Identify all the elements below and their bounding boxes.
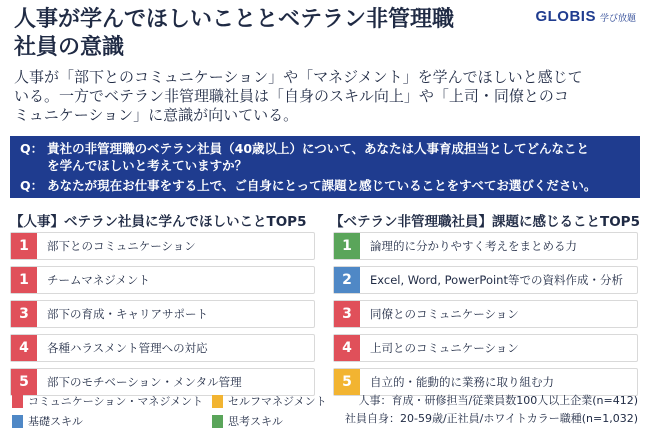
list-item-label: Excel, Word, PowerPoint等での資料作成・分析 [370, 273, 623, 287]
list-item [10, 300, 315, 328]
list-item-label: 部下の育成・キャリアサポート [47, 307, 208, 321]
list-item [333, 334, 638, 362]
page-title [14, 6, 534, 62]
legend-label: 思考スキル [228, 415, 283, 428]
question-2-line1: あなたが現在お仕事をする上で、ご自身にとって課題と感じていることをすべてお選びください。 [47, 178, 597, 193]
lead-line2: いる。一方でベテラン非管理職社員は「自身のスキル向上」や「上司・同僚とのコ [14, 87, 569, 105]
list-item-label: チームマネジメント [47, 273, 150, 287]
list-item-label: 部下のモチベーション・メンタル管理 [47, 375, 242, 389]
category-legend [12, 391, 342, 431]
page-title-line2: 社員の意識 [14, 35, 125, 60]
employee-top5-list [333, 232, 638, 402]
list-item [10, 334, 315, 362]
list-item [10, 266, 315, 294]
hr-top5-list [10, 232, 315, 402]
list-item-label: 各種ハラスメント管理への対応 [47, 341, 208, 355]
list-item [10, 232, 315, 260]
legend-swatch [12, 395, 23, 408]
rank-badge: 1 [11, 267, 37, 293]
list-item-label: 上司とのコミュニケーション [370, 341, 519, 355]
footnote-line1: 人事：育成・研修担当/従業員数100人以上企業(n=412) [358, 394, 638, 407]
legend-label: コミュニケーション・マネジメント [28, 395, 204, 408]
legend-item-self-management [212, 393, 327, 409]
question-box [10, 136, 640, 198]
lead-line1: 人事が「部下とのコミュニケーション」や「マネジメント」を学んでほしいと感じて [14, 68, 583, 86]
question-1-line2: を学んでほしいと考えていますか？ [47, 158, 248, 173]
rank-badge: 1 [11, 233, 37, 259]
rank-badge: 2 [334, 267, 360, 293]
globis-logo [535, 8, 636, 25]
survey-footnote [345, 392, 638, 428]
logo-sub-text: 学び放題 [599, 14, 636, 24]
list-item-label: 部下とのコミュニケーション [47, 239, 196, 253]
legend-item-thinking-skill [212, 413, 283, 429]
footnote-line2: 社員自身：20-59歳/正社員/ホワイトカラー職種(n=1,032) [345, 412, 638, 425]
list-item-label: 自立的・能動的に業務に取り組む力 [370, 375, 554, 389]
list-item [333, 232, 638, 260]
question-label: Q： [20, 178, 44, 193]
rank-badge: 5 [11, 369, 37, 395]
list-item [333, 266, 638, 294]
page-title-line1: 人事が学んでほしいこととベテラン非管理職 [14, 7, 455, 32]
lead-line3: ミュニケーション」に意識が向いている。 [14, 106, 299, 124]
legend-swatch [212, 395, 223, 408]
logo-main-text: GLOBIS [535, 8, 596, 25]
list-item-label: 論理的に分かりやすく考えをまとめる力 [370, 239, 577, 253]
legend-swatch [212, 415, 223, 428]
question-2 [20, 177, 630, 194]
legend-label: 基礎スキル [28, 415, 83, 428]
legend-item-basic-skill [12, 413, 212, 429]
rank-badge: 3 [334, 301, 360, 327]
list-item-label: 同僚とのコミュニケーション [370, 307, 519, 321]
employee-top5-title: 【ベテラン非管理職社員】課題に感じることTOP5 [330, 214, 640, 230]
hr-top5-title: 【人事】ベテラン社員に学んでほしいことTOP5 [10, 214, 307, 230]
question-label: Q： [20, 141, 44, 156]
rank-badge: 1 [334, 233, 360, 259]
list-item [333, 300, 638, 328]
rank-badge: 3 [11, 301, 37, 327]
rank-badge: 4 [334, 335, 360, 361]
rank-badge: 5 [334, 369, 360, 395]
legend-item-communication [12, 393, 212, 409]
legend-label: セルフマネジメント [228, 395, 327, 408]
question-1 [20, 140, 630, 174]
rank-badge: 4 [11, 335, 37, 361]
legend-swatch [12, 415, 23, 428]
question-1-line1: 貴社の非管理職のベテラン社員（40歳以上）について、あなたは人事育成担当としてどんなこと [47, 141, 590, 156]
lead-text [14, 68, 639, 125]
